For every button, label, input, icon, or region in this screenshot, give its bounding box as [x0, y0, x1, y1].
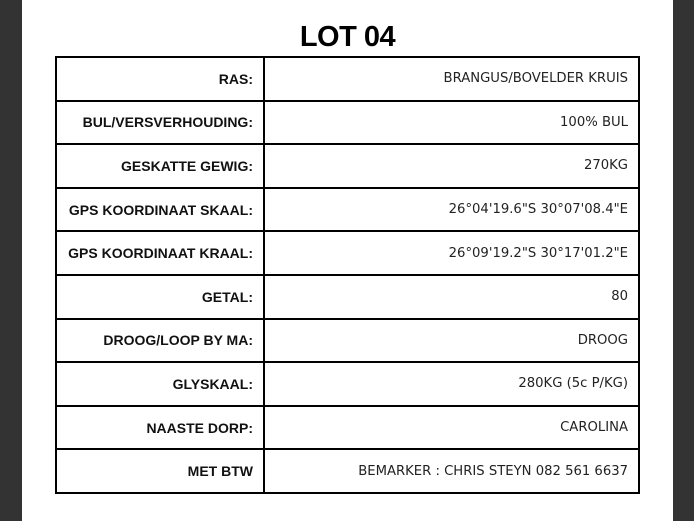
- table-row-met-btw: [56, 449, 639, 493]
- row-value: DROOG: [264, 319, 639, 363]
- row-value: BRANGUS/BOVELDER KRUIS: [264, 57, 639, 101]
- table-row-droog-loop: [56, 319, 639, 363]
- table-row-bul-versverhouding: [56, 101, 639, 145]
- row-value: BEMARKER : CHRIS STEYN 082 561 6637: [264, 449, 639, 493]
- lot-title: LOT 04: [299, 21, 396, 53]
- table-row-geskatte-gewig: [56, 144, 639, 188]
- row-value: 26°09'19.2"S 30°17'01.2"E: [264, 231, 639, 275]
- row-value: CAROLINA: [264, 406, 639, 450]
- row-label: GPS KOORDINAAT SKAAL:: [56, 188, 264, 232]
- lot-details-table: [55, 56, 640, 494]
- row-label: GETAL:: [56, 275, 264, 319]
- row-label: GPS KOORDINAAT KRAAL:: [56, 231, 264, 275]
- table-row-glyskaal: [56, 362, 639, 406]
- table-row-gps-skaal: [56, 188, 639, 232]
- row-value: 80: [264, 275, 639, 319]
- table-row-gps-kraal: [56, 231, 639, 275]
- row-label: RAS:: [56, 57, 264, 101]
- table-row-naaste-dorp: [56, 406, 639, 450]
- row-label: MET BTW: [56, 449, 264, 493]
- row-label: GESKATTE GEWIG:: [56, 144, 264, 188]
- document-page: [22, 0, 673, 521]
- row-value: 270KG: [264, 144, 639, 188]
- row-label: BUL/VERSVERHOUDING:: [56, 101, 264, 145]
- row-value: 26°04'19.6"S 30°07'08.4"E: [264, 188, 639, 232]
- row-value: 100% BUL: [264, 101, 639, 145]
- table-row-ras: [56, 57, 639, 101]
- row-value: 280KG (5c P/KG): [264, 362, 639, 406]
- table-row-getal: [56, 275, 639, 319]
- row-label: DROOG/LOOP BY MA:: [56, 319, 264, 363]
- row-label: GLYSKAAL:: [56, 362, 264, 406]
- row-label: NAASTE DORP:: [56, 406, 264, 450]
